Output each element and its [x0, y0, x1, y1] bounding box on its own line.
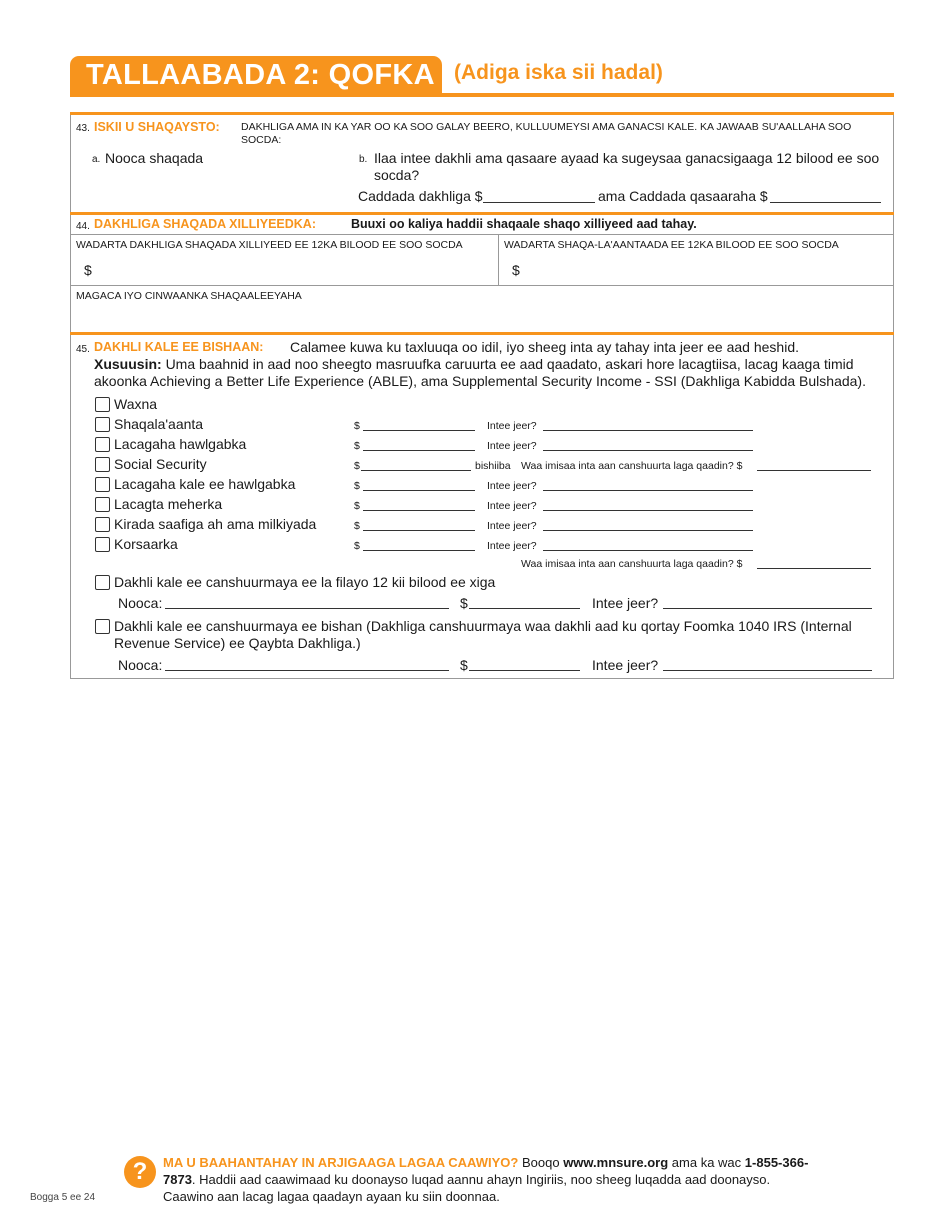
extra1-label: Dakhli kale ee canshuurmaya ee la filayo 12 kii bilood ee xiga — [114, 574, 496, 590]
q43b-label: b. — [359, 154, 368, 165]
checkbox-alimony[interactable] — [95, 497, 110, 512]
how-often-label: Intee jeer? — [487, 520, 537, 532]
checkbox-retirement[interactable] — [95, 437, 110, 452]
other-retirement-frequency-field[interactable] — [543, 479, 753, 491]
dollar-sign: $ — [354, 480, 360, 492]
section-subtitle: (Adiga iska sii hadal) — [454, 61, 663, 84]
extra2-type-label: Nooca: — [118, 657, 163, 673]
help-text — [163, 1154, 823, 1205]
q43-top-bar — [70, 112, 894, 115]
deduct-question-label: Waa imisaa inta aan canshuurta laga qaadin? $ — [521, 558, 743, 570]
extra2-amount-field[interactable] — [469, 659, 580, 671]
rental-frequency-field[interactable] — [543, 519, 753, 531]
how-often-label: Intee jeer? — [487, 540, 537, 552]
how-often-label: Intee jeer? — [487, 500, 537, 512]
item-retirement-label: Lacagaha hawlgabka — [114, 436, 247, 452]
extra2-type-field[interactable] — [165, 659, 449, 671]
alimony-amount-field[interactable] — [363, 499, 475, 511]
q44-col1-dollar: $ — [84, 262, 92, 278]
q44-number: 44. — [76, 221, 90, 232]
q43-loss-field[interactable] — [770, 191, 881, 203]
checkbox-rental[interactable] — [95, 517, 110, 532]
q43-title: ISKII U SHAQAYSTO: — [94, 120, 220, 134]
q44-employer-label: MAGACA IYO CINWAANKA SHAQAALEEYAHA — [76, 290, 302, 302]
extra1-frequency-field[interactable] — [663, 597, 872, 609]
help-or-call: ama ka wac — [671, 1155, 742, 1170]
extra2-dollar: $ — [460, 657, 468, 673]
social-security-deduct-field[interactable] — [757, 459, 871, 471]
q45-number: 45. — [76, 344, 90, 355]
dollar-sign: $ — [354, 420, 360, 432]
checkbox-taxable-12-months[interactable] — [95, 575, 110, 590]
q43b-text: Ilaa intee dakhli ama qasaare ayaad ka sugeysaa ganacsigaaga 12 bilood ee soo socda? — [374, 150, 880, 183]
unemployment-amount-field[interactable] — [363, 419, 475, 431]
extra2-how-often-label: Intee jeer? — [592, 657, 659, 673]
q44-top-bar — [70, 212, 894, 215]
dollar-sign: $ — [354, 460, 360, 472]
extra2-frequency-field[interactable] — [663, 659, 872, 671]
help-website-link[interactable]: www.mnsure.org — [563, 1155, 669, 1170]
checkbox-unemployment[interactable] — [95, 417, 110, 432]
question-mark-icon: ? — [124, 1156, 156, 1188]
dollar-sign: $ — [354, 500, 360, 512]
q43-income-label: Caddada dakhliga $ — [358, 188, 483, 204]
alimony-frequency-field[interactable] — [543, 499, 753, 511]
social-security-amount-field[interactable] — [361, 459, 471, 471]
q44-instruction: Buuxi oo kaliya haddii shaqaale shaqo xilliyeed aad tahay. — [351, 217, 697, 231]
extra1-type-field[interactable] — [165, 597, 449, 609]
extra1-amount-field[interactable] — [469, 597, 580, 609]
header-divider — [70, 93, 894, 97]
q43-instruction: DAKHLIGA AMA IN KA YAR OO KA SOO GALAY BEERO, KULLUUMEYSI AMA GANACSI KALE. KA JAWAAB SU'AALLAHA SOO SOCDA: — [241, 121, 852, 146]
extra2-label: Dakhli kale ee canshuurmaya ee bishan (Dakhliga canshuurmaya waa dakhli aad ku qortay Foomka 1040 IRS (Internal Revenue Service) ee Qaybta Dakhliga.) — [114, 618, 852, 651]
annuity-frequency-field[interactable] — [543, 539, 753, 551]
q44-col2-dollar: $ — [512, 262, 520, 278]
other-retirement-amount-field[interactable] — [363, 479, 475, 491]
q44-col2-label: WADARTA SHAQA-LA'AANTAADA EE 12KA BILOOD EE SOO SOCDA — [504, 239, 839, 251]
annuity-amount-field[interactable] — [363, 539, 475, 551]
q45-note-label: Xusuusin: — [94, 356, 162, 372]
q44-row-divider-2 — [70, 285, 894, 286]
q43a-label: a. — [92, 154, 101, 165]
q43-income-field[interactable] — [483, 191, 595, 203]
help-question: MA U BAAHANTAHAY IN ARJIGAAGA LAGAA CAAWIYO? — [163, 1155, 519, 1170]
q43-number: 43. — [76, 123, 90, 134]
q44-title: DAKHLIGA SHAQADA XILLIYEEDKA: — [94, 217, 316, 231]
dollar-sign: $ — [354, 520, 360, 532]
retirement-frequency-field[interactable] — [543, 439, 753, 451]
how-often-label: Intee jeer? — [487, 440, 537, 452]
q43a-text: Nooca shaqada — [105, 150, 204, 166]
retirement-amount-field[interactable] — [363, 439, 475, 451]
dollar-sign: $ — [354, 540, 360, 552]
checkbox-annuity[interactable] — [95, 537, 110, 552]
help-visit: Booqo — [521, 1155, 560, 1170]
how-often-label: Intee jeer? — [487, 420, 537, 432]
q45-note — [94, 356, 889, 390]
q45-top-bar — [70, 332, 894, 335]
extra1-how-often-label: Intee jeer? — [592, 595, 659, 611]
q44-row-divider — [70, 234, 894, 235]
q44-seasonal-income-field[interactable] — [98, 256, 488, 280]
q45-note-text: Uma baahnid in aad noo sheegto masruufka caruurta ee aad qaadato, askari hore lacagtiisa, lacag kaaga timid akoonka Achieving a Better Life Experience (ABLE), ama Supplemental Security Income - SSI (Dakhliga Kabidda Bulshada). — [94, 356, 866, 389]
item-other-retirement-label: Lacagaha kale ee hawlgabka — [114, 476, 296, 492]
unemployment-frequency-field[interactable] — [543, 419, 753, 431]
item-annuity-label: Korsaarka — [114, 536, 178, 552]
item-alimony-label: Lacagta meherka — [114, 496, 223, 512]
rental-amount-field[interactable] — [363, 519, 475, 531]
q44-col-divider — [498, 234, 499, 285]
item-social-security-label: Social Security — [114, 456, 207, 472]
q45-instruction: Calamee kuwa ku taxluuqa oo idil, iyo sheeg inta ay tahay inta jeer ee aad heshid. — [290, 339, 799, 355]
q45-title: DAKHLI KALE EE BISHAAN: — [94, 340, 264, 354]
q44-unemployment-field[interactable] — [526, 256, 886, 280]
checkbox-social-security[interactable] — [95, 457, 110, 472]
help-rest: . Haddii aad caawimaad ku doonayso luqad aannu ahayn Ingiriis, noo sheeg luqadda aad doonayso. Caawino aan lacag lagaa qaadayn ayaan ku siin doonnaa. — [163, 1172, 771, 1204]
page-number: Bogga 5 ee 24 — [30, 1192, 96, 1203]
monthly-label: bishiiba — [475, 460, 511, 472]
dollar-sign: $ — [354, 440, 360, 452]
checkbox-taxable-this-month[interactable] — [95, 619, 110, 634]
checkbox-other-retirement[interactable] — [95, 477, 110, 492]
deduct-question-label: Waa imisaa inta aan canshuurta laga qaadin? $ — [521, 460, 743, 472]
q44-employer-field[interactable] — [76, 304, 886, 330]
q43-loss-label: ama Caddada qasaaraha $ — [598, 188, 768, 204]
extra1-dollar: $ — [460, 595, 468, 611]
checkbox-none[interactable] — [95, 397, 110, 412]
item-unemployment-label: Shaqala'aanta — [114, 416, 204, 432]
extra1-type-label: Nooca: — [118, 595, 163, 611]
annuity-deduct-field[interactable] — [757, 557, 871, 569]
item-none-label: Waxna — [114, 396, 158, 412]
help-phone[interactable]: 1-855-366-7873 — [163, 1155, 809, 1187]
item-rental-label: Kirada saafiga ah ama milkiyada — [114, 516, 317, 532]
how-often-label: Intee jeer? — [487, 480, 537, 492]
section-title: TALLAABADA 2: QOFKA 1 — [86, 59, 459, 91]
q44-col1-label: WADARTA DAKHLIGA SHAQADA XILLIYEED EE 12KA BILOOD EE SOO SOCDA — [76, 239, 463, 251]
